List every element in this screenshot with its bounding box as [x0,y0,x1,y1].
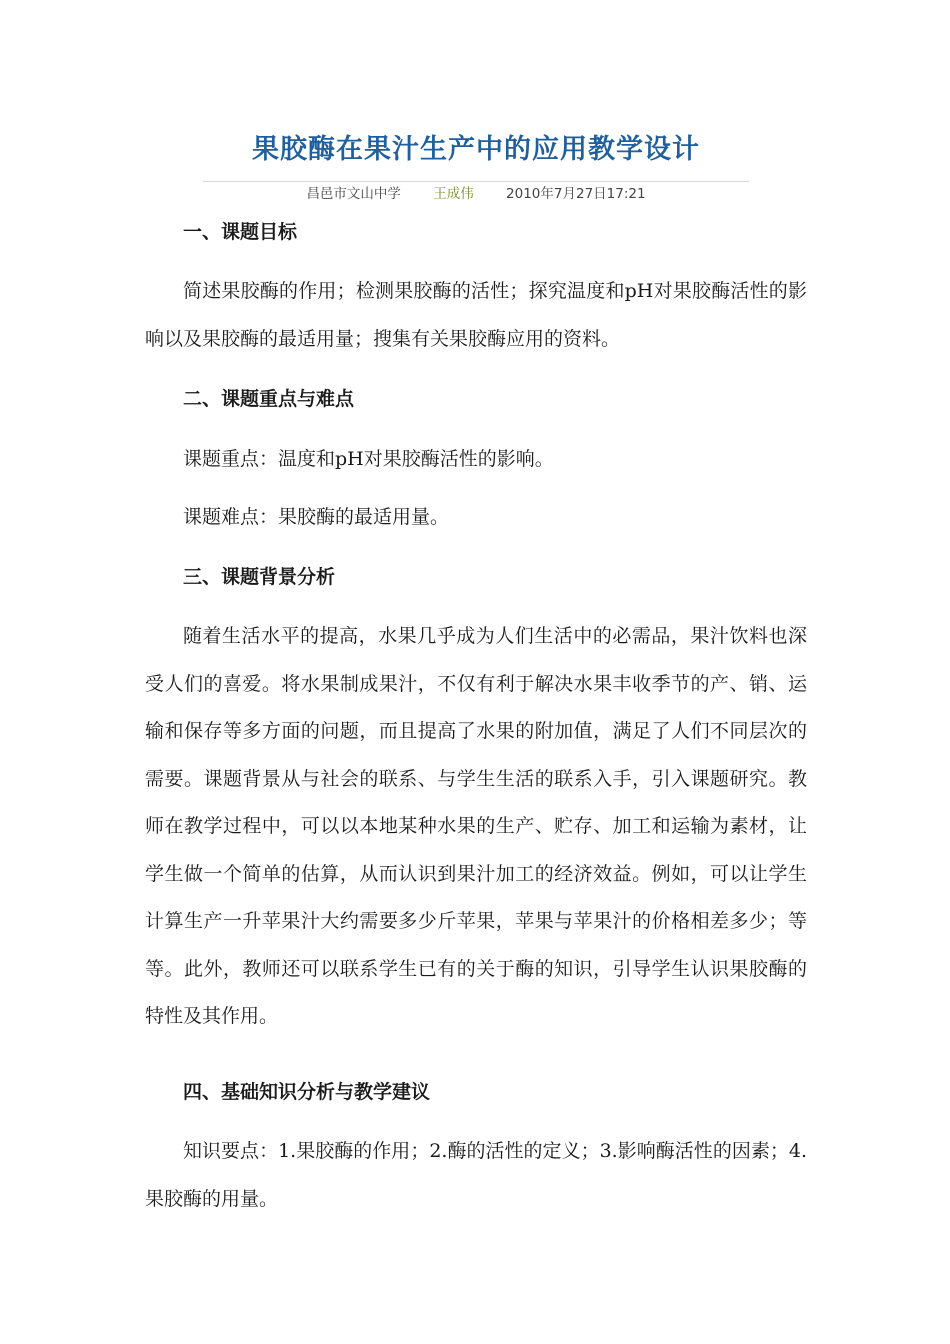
section-heading-background: 三、课题背景分析 [183,566,336,588]
paragraph-knowledge: 知识要点：1.果胶酶的作用；2.酶的活性的定义；3.影响酶活性的因素；4.果胶酶的用量。 [145,1140,807,1210]
article-title: 果胶酶在果汁生产中的应用教学设计 [252,134,700,165]
paragraph-key-point: 课题重点：温度和pH对果胶酶活性的影响。 [183,448,554,470]
article-byline [203,184,749,204]
section-heading-knowledge: 四、基础知识分析与教学建议 [183,1081,431,1103]
title-divider [203,181,749,182]
byline-datetime: 2010年7月27日17:21 [506,186,646,202]
section-heading-goals: 一、课题目标 [183,221,298,243]
section-heading-key-points: 二、课题重点与难点 [183,388,355,410]
paragraph-difficult-point: 课题难点：果胶酶的最适用量。 [183,506,450,528]
byline-school: 昌邑市文山中学 [306,186,401,202]
paragraph-background: 随着生活水平的提高，水果几乎成为人们生活中的必需品，果汁饮料也深受人们的喜爱。将水果制成果汁，不仅有利于解决水果丰收季节的产、销、运输和保存等多方面的问题，而且提高了水果的附加值，满足了人们不同层次的需要。课题背景从与社会的联系、与学生生活的联系入手，引入课题研究。教师在教学过程中，可以以本地某种水果的生产、贮存、加工和运输为素材，让学生做一个简单的估算，从而认识到果汁加工的经济效益。例如，可以让学生计算生产一升苹果汁大约需要多少斤苹果，苹果与苹果汁的价格相差多少；等等。此外，教师还可以联系学生已有的关于酶的知识，引导学生认识果胶酶的特性及其作用。 [145,625,807,1027]
byline-author: 王成伟 [433,186,474,202]
paragraph-goals: 简述果胶酶的作用；检测果胶酶的活性；探究温度和pH对果胶酶活性的影响以及果胶酶的最适用量；搜集有关果胶酶应用的资料。 [145,280,807,350]
